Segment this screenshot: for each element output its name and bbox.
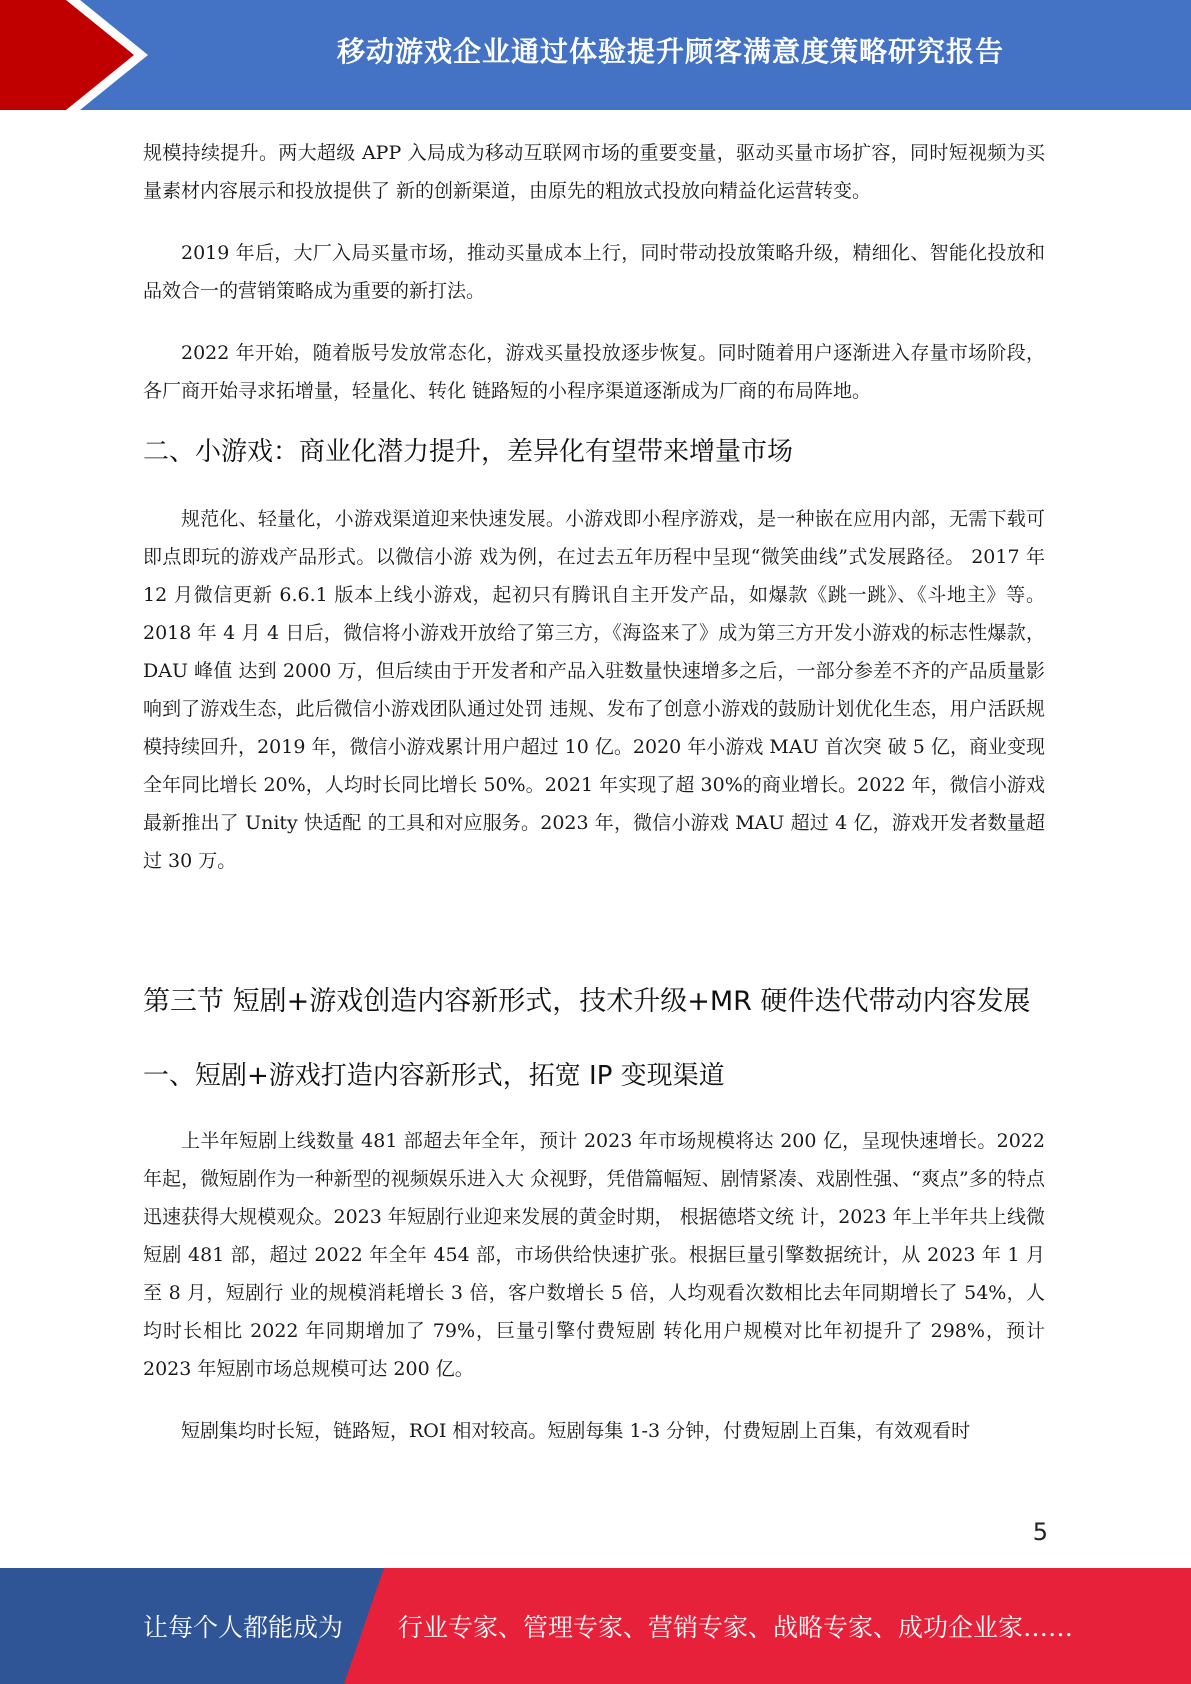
footer-banner <box>0 1568 1191 1684</box>
chapter-section-title: 第三节 短剧+游戏创造内容新形式，技术升级+MR 硬件迭代带动内容发展 <box>143 986 1031 1017</box>
page-number: 5 <box>1032 1518 1048 1546</box>
paragraph: 2019 年后，大厂入局买量市场，推动买量成本上行，同时带动投放策略升级，精细化、智能化投放和品效合一的营销策略成为重要的新打法。 <box>143 242 1045 302</box>
paragraph: 2022 年开始，随着版号发放常态化，游戏买量投放逐步恢复。同时随着用户逐渐进入存量市场阶段，各厂商开始寻求拓增量，轻量化、转化 链路短的小程序渠道逐渐成为厂商的布局阵地。 <box>143 342 1045 402</box>
report-title: 移动游戏企业通过体验提升顾客满意度策略研究报告 <box>336 35 1004 68</box>
header-bar <box>0 0 1191 110</box>
paragraph: 规模持续提升。两大超级 APP 入局成为移动互联网市场的重要变量，驱动买量市场扩容，同时短视频为买量素材内容展示和投放提供了 新的创新渠道，由原先的粗放式投放向精益化运营转变。 <box>143 142 1045 202</box>
section-heading: 一、短剧+游戏打造内容新形式，拓宽 IP 变现渠道 <box>143 1061 725 1091</box>
document-body <box>143 134 1045 1450</box>
paragraph: 上半年短剧上线数量 481 部超去年全年，预计 2023 年市场规模将达 200 亿，呈现快速增长。2022 年起，微短剧作为一种新型的视频娱乐进入大 众视野，凭借篇幅短、剧情紧凑、戏剧性强、“爽点”多的特点迅速获得大规模观众。2023 年短剧行业迎来发展的黄金时期， 根据德塔文统 计，2023 年上半年共上线微短剧 481 部，超过 2022 年全年 454 部，市场供给快速扩张。根据巨量引擎数据统计，从 2023 年 1 月至 8 月，短剧行 业的规模消耗增长 3 倍，客户数增长 5 倍，人均观看次数相比去年同期增长了 54%，人均时长相比 2022 年同期增加了 79%，巨量引擎付费短剧 转化用户规模对比年初提升了 298%，预计 2023 年短剧市场总规模可达 200 亿。 <box>143 1130 1045 1380</box>
paragraph: 短剧集均时长短，链路短，ROI 相对较高。短剧每集 1-3 分钟，付费短剧上百集，有效观看时 <box>181 1420 971 1442</box>
red-arrow-icon <box>0 0 160 110</box>
paragraph: 规范化、轻量化，小游戏渠道迎来快速发展。小游戏即小程序游戏，是一种嵌在应用内部，无需下载可即点即玩的游戏产品形式。以微信小游 戏为例，在过去五年历程中呈现“微笑曲线”式发展路径。 2017 年 12 月微信更新 6.6.1 版本上线小游戏，起初只有腾讯自主开发产品，如爆款《跳一跳》、《斗地主》等。2018 年 4 月 4 日后，微信将小游戏开放给了第三方，《海盗来了》成为第三方开发小游戏的标志性爆款，DAU 峰值 达到 2000 万，但后续由于开发者和产品入驻数量快速增多之后，一部分参差不齐的产品质量影响到了游戏生态，此后微信小游戏团队通过处罚 违规、发布了创意小游戏的鼓励计划优化生态，用户活跃规模持续回升，2019 年，微信小游戏累计用户超过 10 亿。2020 年小游戏 MAU 首次突 破 5 亿，商业变现全年同比增长 20%，人均时长同比增长 50%。2021 年实现了超 30%的商业增长。2022 年，微信小游戏最新推出了 Unity 快适配 的工具和对应服务。2023 年，微信小游戏 MAU 超过 4 亿，游戏开发者数量超过 30 万。 <box>143 508 1045 872</box>
footer-slogan-right: 行业专家、管理专家、营销专家、战略专家、成功企业家…… <box>398 1613 1074 1642</box>
footer-slogan-left: 让每个人都能成为 <box>143 1613 344 1642</box>
section-heading: 二、小游戏：商业化潜力提升，差异化有望带来增量市场 <box>143 437 794 467</box>
